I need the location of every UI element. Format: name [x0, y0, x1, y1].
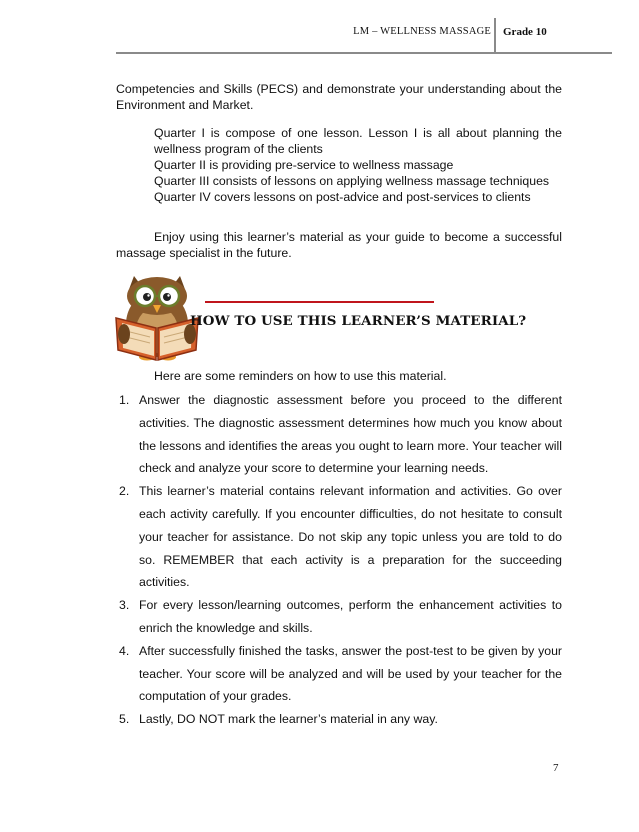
page-number: 7: [553, 762, 559, 774]
reminders-intro: Here are some reminders on how to use this material.: [154, 369, 447, 383]
list-item-number: 2.: [119, 484, 130, 499]
module-title: LM – WELLNESS MASSAGE: [353, 26, 491, 37]
quarter-item: Quarter I is compose of one lesson. Lesson I is all about planning the wellness program of the clients: [154, 126, 562, 156]
list-item: [116, 640, 562, 708]
section-title: HOW TO USE THIS LEARNER’S MATERIAL?: [190, 313, 527, 329]
list-item-text: Answer the diagnostic assessment before you proceed to the different activities. The diagnostic assessment determines how much you know about the lessons and identifies the areas you ought to learn more. Your teacher will check and analyze your score to determine your learning needs.: [139, 393, 562, 476]
list-item-text: Lastly, DO NOT mark the learner’s material in any way.: [139, 712, 438, 727]
header-rule: [116, 52, 612, 54]
list-item: [116, 389, 562, 480]
intro-paragraph: Competencies and Skills (PECS) and demonstrate your understanding about the Environment and Market.: [116, 82, 562, 112]
quarter-item: Quarter II is providing pre-service to wellness massage: [154, 158, 454, 172]
grade-label: Grade 10: [503, 26, 547, 38]
quarter-item: Quarter III consists of lessons on applying wellness massage techniques: [154, 174, 550, 188]
closing-paragraph: Enjoy using this learner’s material as your guide to become a successful massage specialist in the future.: [116, 230, 562, 260]
list-item: [116, 594, 562, 640]
reminders-list: [116, 389, 562, 731]
list-item-number: 4.: [119, 643, 130, 658]
section-title-rule: [205, 301, 434, 303]
quarter-item: Quarter IV covers lessons on post-advice and post-services to clients: [154, 190, 531, 204]
list-item: [116, 708, 562, 731]
list-item-text: After successfully finished the tasks, answer the post-test to be given by your teacher. Your score will be analyzed and will be used by your teacher for the computation of your grades.: [139, 643, 562, 704]
list-item-text: For every lesson/learning outcomes, perform the enhancement activities to enrich the knowledge and skills.: [139, 598, 562, 635]
quarters-list: [154, 125, 562, 205]
list-item-text: This learner’s material contains relevant information and activities. Go over each activity carefully. If you encounter difficulties, do not hesitate to consult your teacher for assistance. Do not skip any topic unless you are told to do so. REMEMBER that each activity is a preparation for the succeeding activities.: [139, 484, 562, 590]
list-item-number: 5.: [119, 712, 130, 727]
page-header: [0, 18, 639, 52]
list-item-number: 1.: [119, 393, 130, 407]
list-item-number: 3.: [119, 598, 130, 613]
list-item: [116, 480, 562, 594]
header-separator: [494, 18, 496, 52]
